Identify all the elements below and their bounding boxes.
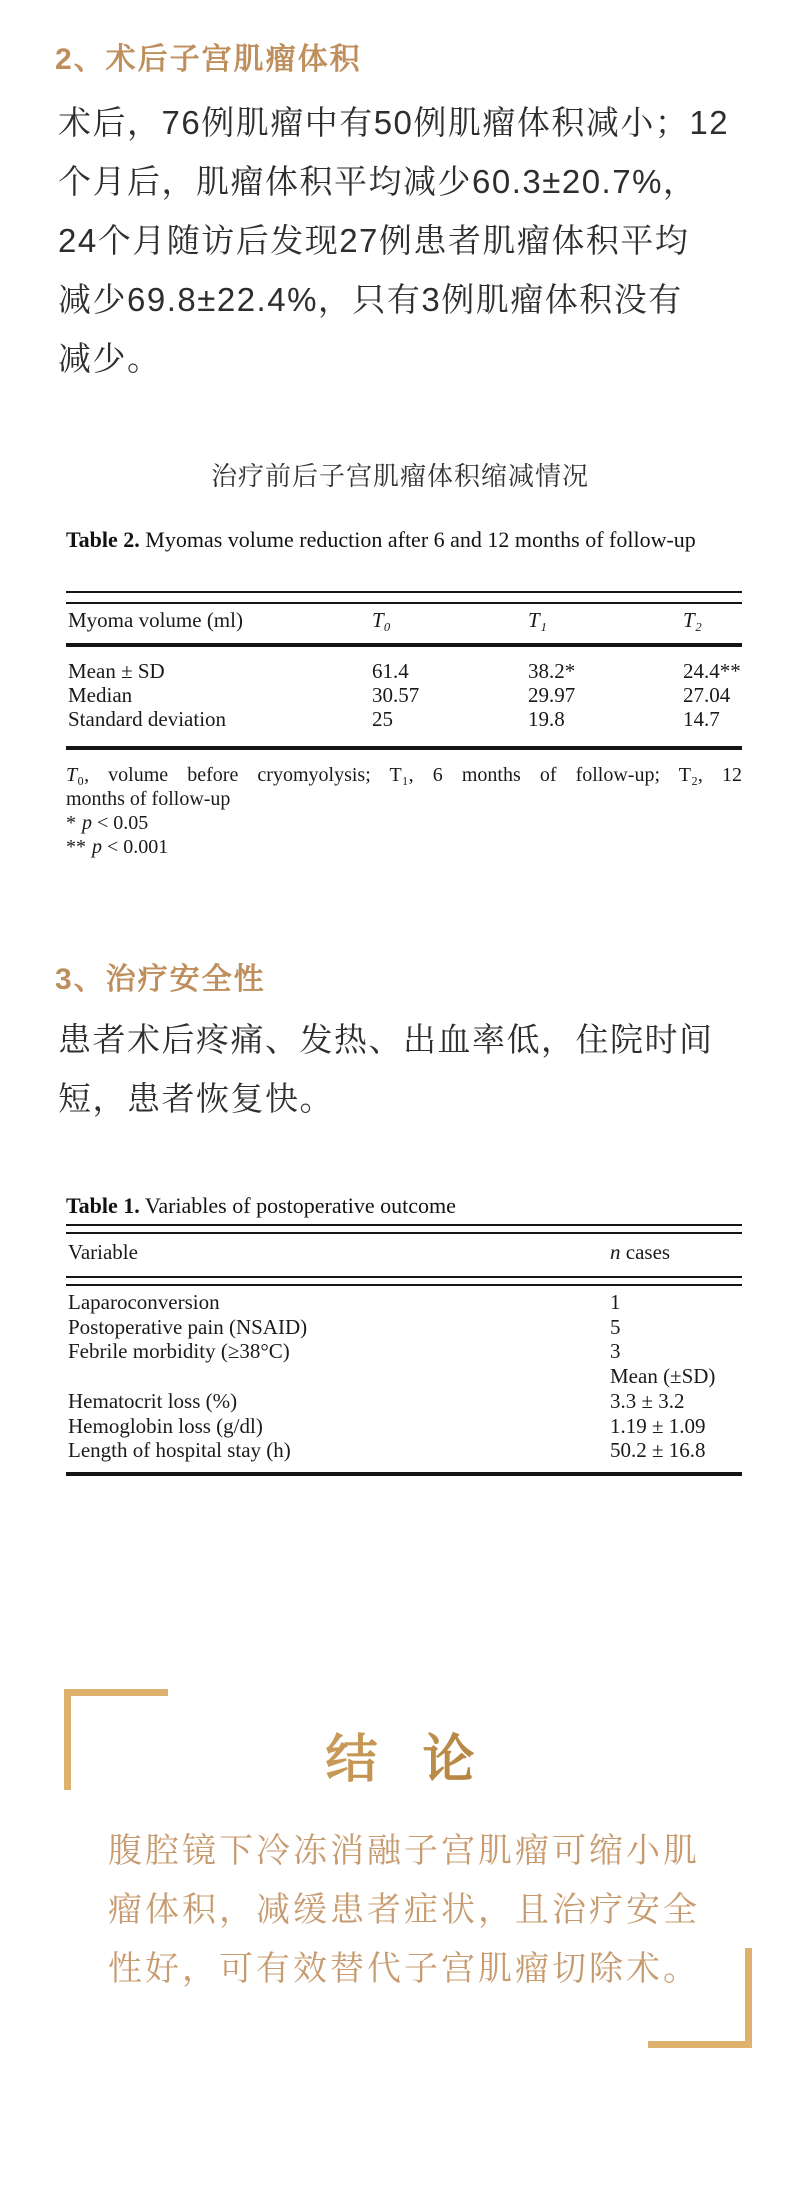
table1-col-header-ncases: n cases bbox=[610, 1240, 671, 1264]
corner-bracket-bottomright-vertical bbox=[745, 1948, 752, 2048]
sig-text: p < 0.05 bbox=[82, 812, 149, 834]
table-cell: Laparoconversion bbox=[68, 1290, 220, 1314]
table2-col-header: Myoma volume (ml) bbox=[68, 608, 243, 632]
conclusion-line: 腹腔镜下冷冻消融子宫肌瘤可缩小肌 bbox=[108, 1832, 700, 1870]
table2-label: Table 2. bbox=[66, 527, 140, 552]
table2-header-row bbox=[66, 608, 766, 632]
table-row bbox=[66, 1438, 766, 1462]
table-cell: 24.4** bbox=[683, 659, 741, 683]
table-cell: Hematocrit loss (%) bbox=[68, 1388, 238, 1413]
table-row bbox=[66, 1339, 766, 1363]
table-cell: Length of hospital stay (h) bbox=[68, 1438, 291, 1463]
paragraph-line: 个月后，肌瘤体积平均减少60.3±20.7%， bbox=[58, 163, 698, 200]
table-cell: 3.3 ± 3.2 bbox=[610, 1388, 685, 1413]
paragraph-safety bbox=[58, 1010, 758, 1128]
section-heading-safety: 3、治疗安全性 bbox=[55, 963, 266, 996]
paragraph-line: 短，患者恢复快。 bbox=[58, 1080, 334, 1117]
paragraph-line: 24个月随访后发现27例患者肌瘤体积平均 bbox=[58, 222, 690, 259]
table-cell: Standard deviation bbox=[68, 707, 227, 731]
table2-sig-note bbox=[66, 835, 742, 859]
table-row bbox=[66, 1414, 766, 1438]
paragraph-line: 减少69.8±22.4%，只有3例肌瘤体积没有 bbox=[58, 281, 683, 318]
table2-sig-note bbox=[66, 811, 742, 835]
table-cell: 25 bbox=[372, 707, 393, 731]
table2-caption-cn: 治疗前后子宫肌瘤体积缩减情况 bbox=[210, 461, 589, 491]
table-cell: Median bbox=[68, 683, 133, 707]
table2-col-header-t0: T₀ bbox=[372, 608, 391, 632]
table2-col-header-t1: T₁ bbox=[528, 608, 547, 632]
table-cell: Febrile morbidity (≥38°C) bbox=[68, 1339, 290, 1364]
conclusion-paragraph bbox=[108, 1822, 748, 1999]
table2-footnote-line: months of follow-up bbox=[66, 788, 231, 810]
table-row bbox=[66, 1364, 766, 1388]
sig-marker: ** bbox=[66, 836, 86, 858]
table2-footnote-line: T₀, volume before cryomyolysis; T₁, 6 months of follow-up; T₂, 12 bbox=[66, 764, 742, 786]
conclusion-title: 结 论 bbox=[0, 1730, 800, 1792]
table-cell: 29.97 bbox=[528, 683, 576, 707]
table-cell: 19.8 bbox=[528, 707, 565, 731]
table-cell: 3 bbox=[610, 1339, 621, 1364]
table-row bbox=[66, 1389, 766, 1413]
paragraph-postop-volume bbox=[58, 93, 758, 388]
table-row bbox=[66, 659, 766, 683]
table2-col-header-t2: T₂ bbox=[683, 608, 702, 632]
table-cell: 30.57 bbox=[372, 683, 420, 707]
table1-title bbox=[66, 1192, 742, 1220]
table-row bbox=[66, 1315, 766, 1339]
table2-bottom-rule bbox=[66, 746, 742, 750]
table1-header-row bbox=[66, 1240, 766, 1264]
table-cell: 27.04 bbox=[683, 683, 731, 707]
sig-text: p < 0.001 bbox=[92, 836, 169, 858]
table-cell: 14.7 bbox=[683, 707, 720, 731]
table-cell: 5 bbox=[610, 1314, 621, 1339]
table-cell: Hemoglobin loss (g/dl) bbox=[68, 1413, 263, 1438]
corner-bracket-topleft-horizontal bbox=[64, 1689, 168, 1696]
table2-header-rule bbox=[66, 643, 742, 647]
table-cell: Mean ± SD bbox=[68, 659, 165, 683]
table2-title-text: Myomas volume reduction after 6 and 12 months of follow-up bbox=[145, 527, 696, 552]
table-cell: 61.4 bbox=[372, 659, 409, 683]
table-cell: 38.2* bbox=[528, 659, 576, 683]
table-cell: Postoperative pain (NSAID) bbox=[68, 1314, 308, 1339]
table-cell: 50.2 ± 16.8 bbox=[610, 1438, 706, 1463]
table-row bbox=[66, 683, 766, 707]
corner-bracket-bottomright-horizontal bbox=[648, 2041, 752, 2048]
table1-header-rule bbox=[66, 1276, 742, 1286]
conclusion-line: 性好，可有效替代子宫肌瘤切除术。 bbox=[108, 1950, 700, 1988]
paragraph-line: 患者术后疼痛、发热、出血率低，住院时间 bbox=[58, 1021, 714, 1058]
section-heading-volume: 2、术后子宫肌瘤体积 bbox=[55, 43, 362, 76]
table1-label: Table 1. bbox=[66, 1193, 140, 1218]
table2-top-rule bbox=[66, 591, 742, 604]
sig-marker: * bbox=[66, 812, 76, 834]
table-row bbox=[66, 707, 766, 731]
table1-top-rule bbox=[66, 1224, 742, 1234]
table1-bottom-rule bbox=[66, 1472, 742, 1476]
conclusion-line: 瘤体积，减缓患者症状，且治疗安全 bbox=[108, 1891, 700, 1929]
table-cell: Mean (±SD) bbox=[610, 1364, 716, 1389]
table1-title-text: Variables of postoperative outcome bbox=[144, 1193, 456, 1218]
paragraph-line: 术后，76例肌瘤中有50例肌瘤体积减小；12 bbox=[58, 104, 730, 141]
table2-title bbox=[66, 526, 742, 554]
table-cell: 1.19 ± 1.09 bbox=[610, 1413, 706, 1438]
table-row bbox=[66, 1290, 766, 1314]
paragraph-line: 减少。 bbox=[58, 340, 162, 377]
table-cell: 1 bbox=[610, 1290, 621, 1314]
table1-col-header: Variable bbox=[68, 1240, 138, 1264]
